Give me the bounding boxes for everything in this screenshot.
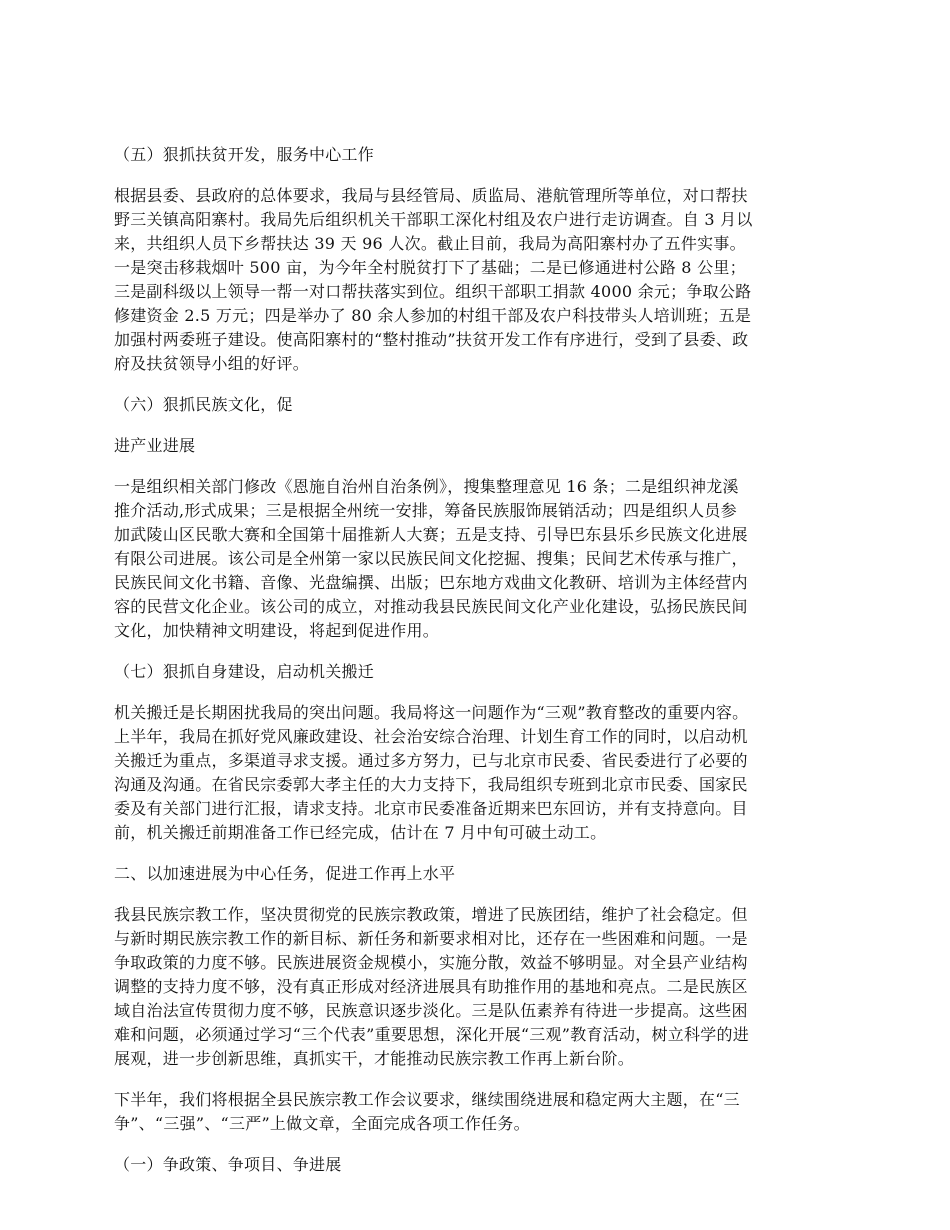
- section-heading-accelerate-development: 二、以加速进展为中心任务，促进工作再上水平: [114, 864, 456, 883]
- document-page: [114, 143, 839, 1194]
- paragraph-office-relocation: 机关搬迁是长期困扰我局的突出问题。我局将这一问题作为“三观”教育整改的重要内容。 上半年，我局在抓好党风廉政建设、社会治安综合治理、计划生育工作的同时，以启动机 关搬迁为重点，多渠道寻求支援。通过多方努力，已与北京市民委、省民委进行了必要的 沟通及沟通。在省民宗委郭大孝主任的大力支持下，我局组织专班到北京市民委、国家民 委及有关部门进行汇报，请求支持。北京市民委准备近期来巴东回访，并有支持意向。目 前，机关搬迁前期准备工作已经完成，估计在 7 月中旬可破土动工。: [114, 703, 749, 842]
- section-heading-office-relocation: （七）狠抓自身建设，启动机关搬迁: [114, 662, 375, 681]
- section-heading-ethnic-culture: （六）狠抓民族文化，促: [114, 395, 293, 414]
- paragraph-poverty-alleviation: 根据县委、县政府的总体要求，我局与县经管局、质监局、港航管理所等单位，对口帮扶 野三关镇高阳寨村。我局先后组织机关干部职工深化村组及农户进行走访调查。自 3 月以 来，共组织人员下乡帮扶达 39 天 96 人次。截止目前，我局为高阳寨村办了五件实事。 一是突击移栽烟叶 500 亩，为今年全村脱贫打下了基础；二是已修通进村公路 8 公里； 三是副科级以上领导一帮一对口帮扶落实到位。组织干部职工捐款 4000 余元；争取公路 修建资金 2.5 万元；四是举办了 80 余人参加的村组干部及农户科技带头人培训班；五是 加强村两委班子建设。使高阳寨村的“整村推动”扶贫开发工作有序进行，受到了县委、政 府及扶贫领导小组的好评。: [114, 186, 753, 373]
- section-heading-ethnic-culture-continued: 进产业进展: [114, 436, 196, 455]
- paragraph-problems: 我县民族宗教工作，坚决贯彻党的民族宗教政策，增进了民族团结，维护了社会稳定。但 与新时期民族宗教工作的新目标、新任务和新要求相对比，还存在一些困难和问题。一是 争取政策的力度不够。民族进展资金规模小，实施分散，效益不够明显。对全县产业结构 调整的支持力度不够，没有真正形成对经济进展具有助推作用的基地和亮点。二是民族区 域自治法宣传贯彻力度不够，民族意识逐步淡化。三是队伍素养有待进一步提高。这些困 难和问题，必须通过学习“三个代表”重要思想，深化开展“三观”教育活动，树立科学的进 展观，进一步创新思维，真抓实干，才能推动民族宗教工作再上新台阶。: [114, 905, 749, 1068]
- paragraph-ethnic-culture: 一是组织相关部门修改《恩施自治州自治条例》，搜集整理意见 16 条；二是组织神龙溪 推介活动,形式成果；三是根据全州统一安排，筹备民族服饰展销活动；四是组织人员参 加武陵山区民歌大赛和全国第十届推新人大赛；五是支持、引导巴东县乐乡民族文化进展 有限公司进展。该公司是全州第一家以民族民间文化挖掘、搜集；民间艺术传承与推广， 民族民间文化书籍、音像、光盘编撰、出版；巴东地方戏曲文化教研、培训为主体经营内 容的民营文化企业。该公司的成立，对推动我县民族民间文化产业化建设，弘扬民族民间 文化，加快精神文明建设，将起到促进作用。: [114, 477, 748, 640]
- section-heading-policies-projects: （一）争政策、争项目、争进展: [114, 1155, 342, 1174]
- paragraph-second-half-plan: 下半年，我们将根据全县民族宗教工作会议要求，继续围绕进展和稳定两大主题，在“三 争”、“三强”、“三严”上做文章，全面完成各项工作任务。: [114, 1090, 740, 1133]
- section-heading-poverty-alleviation: （五）狠抓扶贫开发，服务中心工作: [114, 145, 375, 164]
